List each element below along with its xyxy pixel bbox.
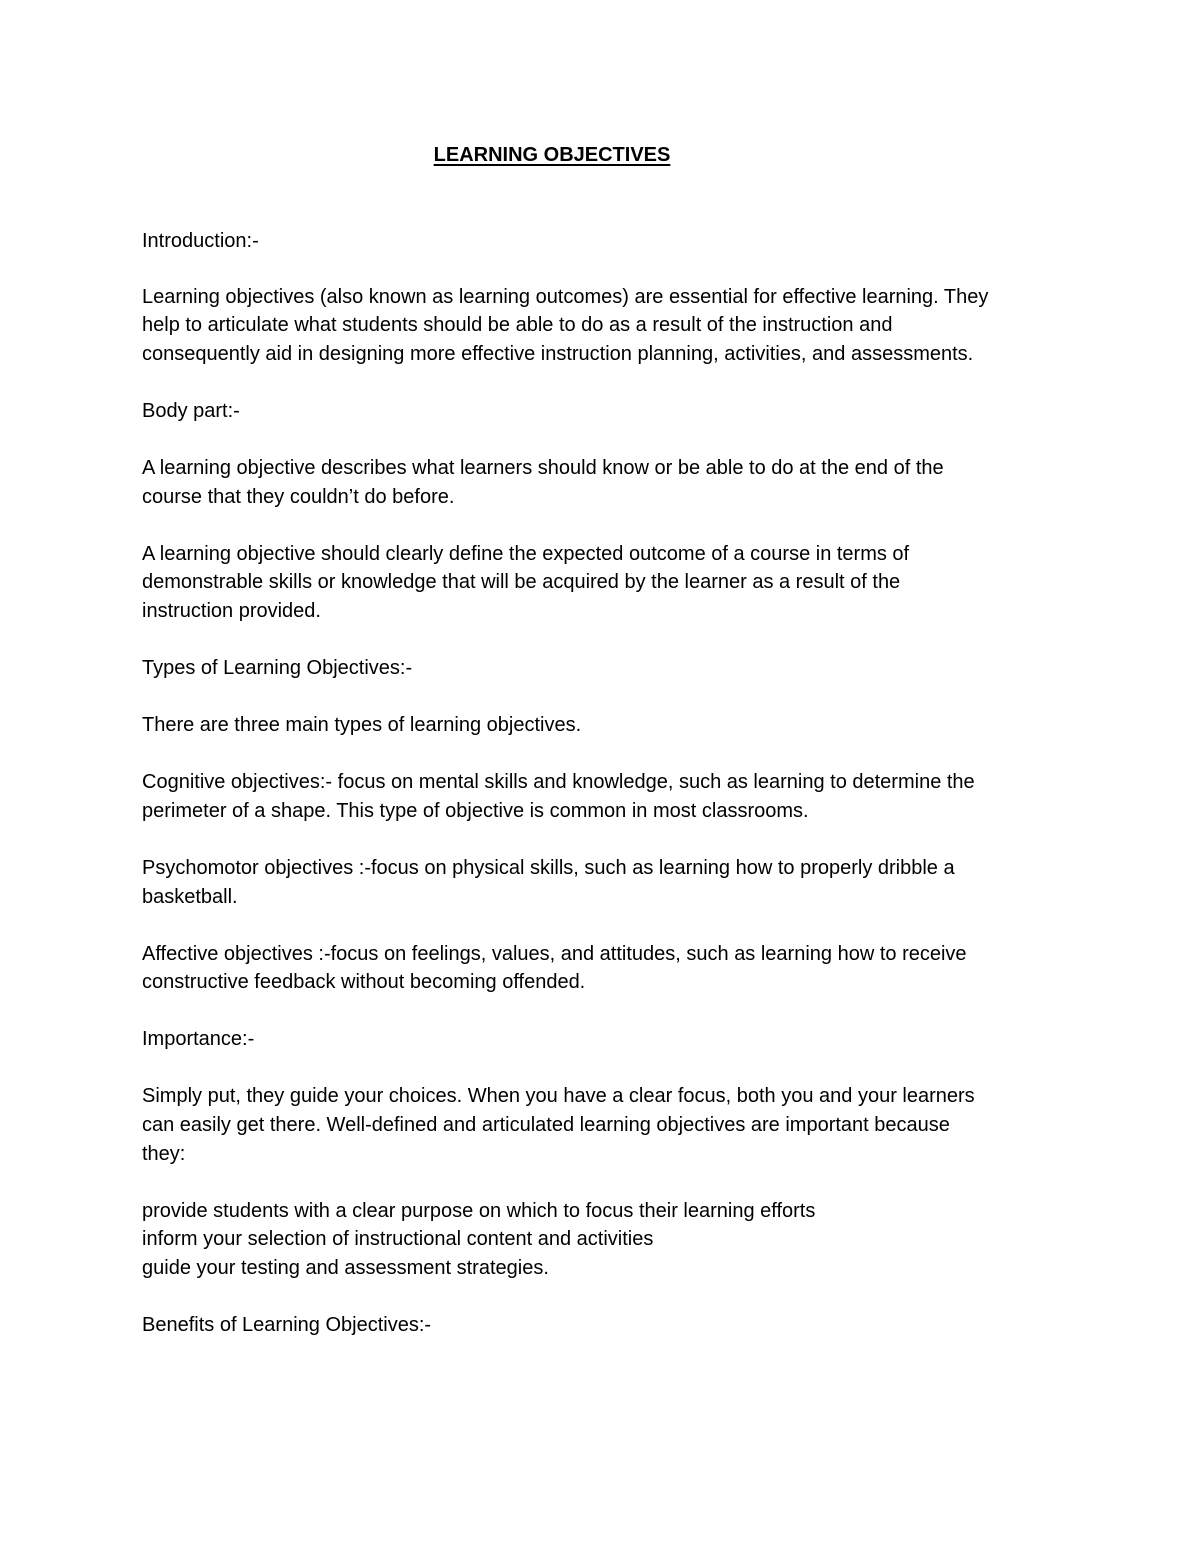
importance-heading: Importance:- [142, 1028, 255, 1050]
psychomotor-objectives-line: basketball. [142, 886, 238, 908]
introduction-paragraph-line: Learning objectives (also known as learning outcomes) are essential for effective learning. They [142, 286, 989, 308]
document-title: LEARNING OBJECTIVES [433, 144, 671, 166]
introduction-heading: Introduction:- [142, 230, 259, 252]
body-part-heading: Body part:- [142, 400, 240, 422]
importance-paragraph-line: can easily get there. Well-defined and articulated learning objectives are important because [142, 1114, 950, 1136]
body-paragraph-line: A learning objective should clearly define the expected outcome of a course in terms of [142, 543, 910, 565]
importance-list-item: inform your selection of instructional content and activities [142, 1228, 654, 1250]
benefits-heading: Benefits of Learning Objectives:- [142, 1314, 432, 1336]
importance-paragraph-line: Simply put, they guide your choices. When you have a clear focus, both you and your learners [142, 1085, 975, 1107]
cognitive-objectives-line: Cognitive objectives:- focus on mental skills and knowledge, such as learning to determine the [142, 771, 975, 793]
body-paragraph-line: demonstrable skills or knowledge that will be acquired by the learner as a result of the [142, 571, 901, 593]
body-paragraph-line: course that they couldn’t do before. [142, 486, 455, 508]
affective-objectives-line: Affective objectives :-focus on feelings, values, and attitudes, such as learning how to receive [142, 943, 967, 965]
affective-objectives-line: constructive feedback without becoming offended. [142, 971, 586, 993]
body-paragraph-line: A learning objective describes what learners should know or be able to do at the end of the [142, 457, 944, 479]
psychomotor-objectives-line: Psychomotor objectives :-focus on physical skills, such as learning how to properly dribble a [142, 857, 955, 879]
body-paragraph-line: instruction provided. [142, 600, 321, 622]
importance-list-item: guide your testing and assessment strategies. [142, 1257, 549, 1279]
cognitive-objectives-line: perimeter of a shape. This type of objective is common in most classrooms. [142, 800, 809, 822]
importance-paragraph-line: they: [142, 1143, 186, 1165]
types-heading: Types of Learning Objectives:- [142, 657, 413, 679]
introduction-paragraph-line: consequently aid in designing more effective instruction planning, activities, and assessments. [142, 343, 974, 365]
introduction-paragraph-line: help to articulate what students should be able to do as a result of the instruction and [142, 314, 893, 336]
importance-list-item: provide students with a clear purpose on which to focus their learning efforts [142, 1200, 816, 1222]
types-intro-line: There are three main types of learning objectives. [142, 714, 582, 736]
